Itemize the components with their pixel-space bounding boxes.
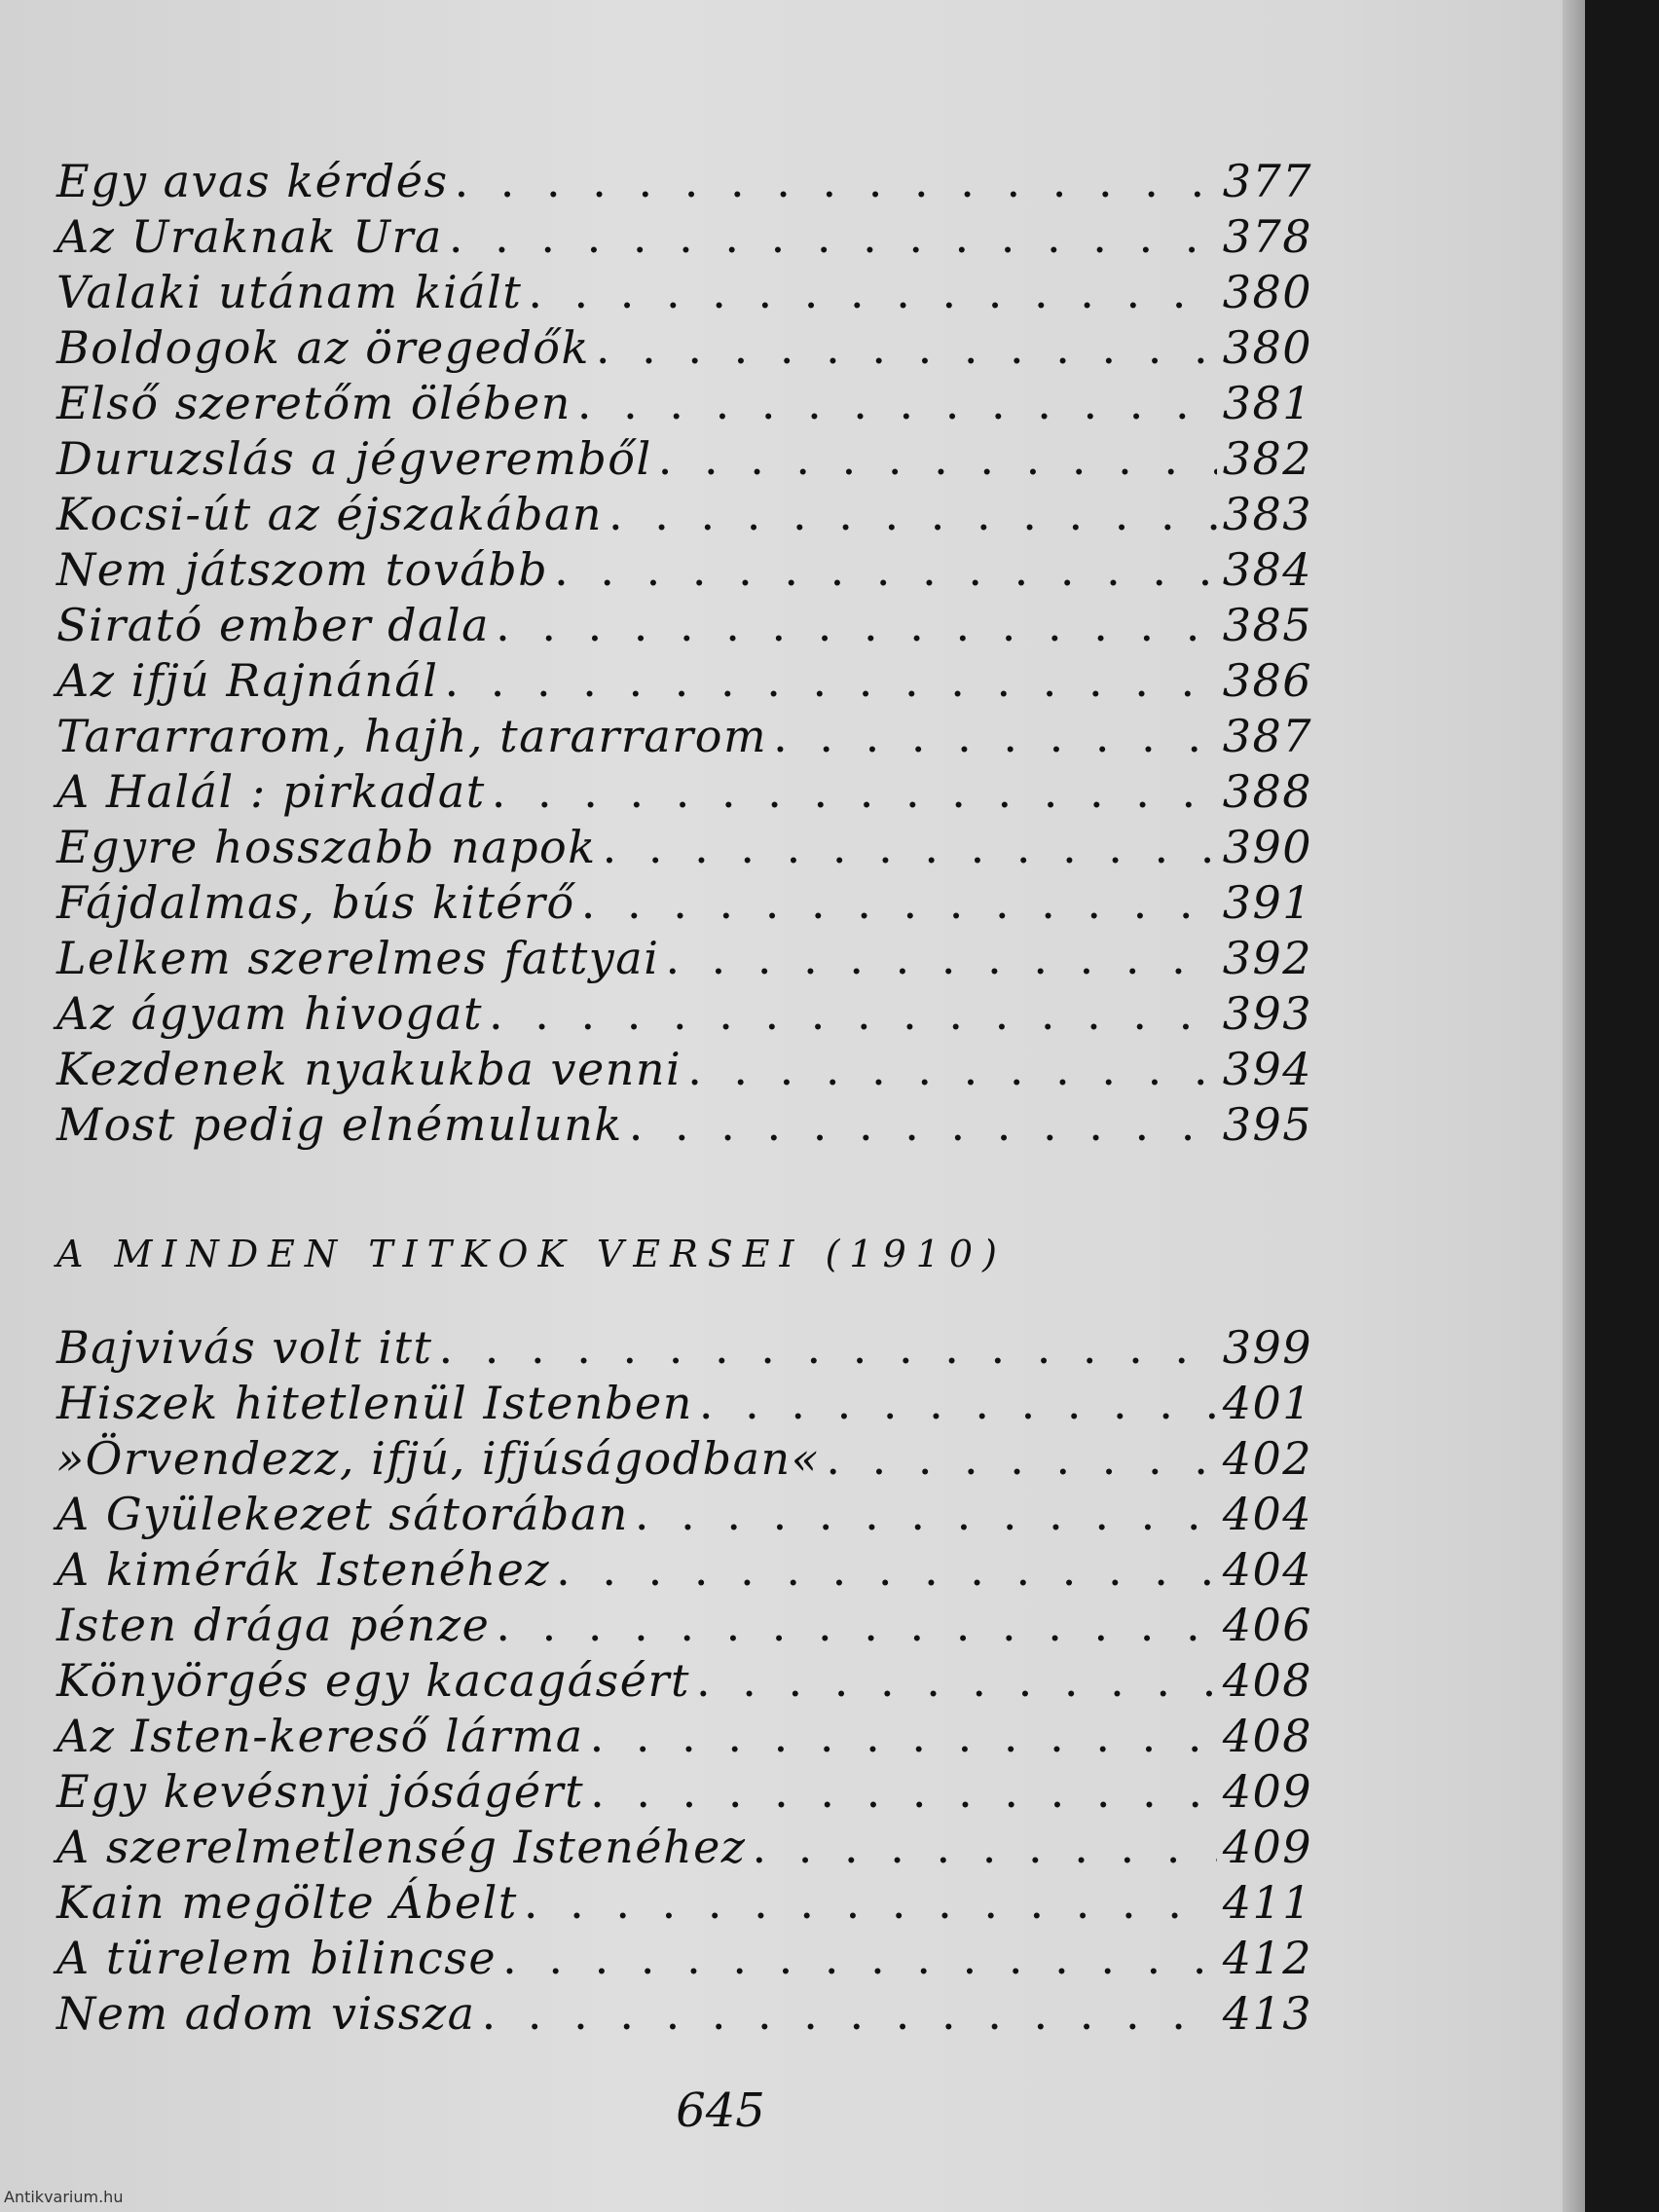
dot-leader xyxy=(439,1320,1217,1376)
toc-entry-page: 402 xyxy=(1222,1432,1312,1485)
toc-entry-title: A Gyülekezet sátorában xyxy=(56,1488,629,1540)
toc-entry-title: Nem játszom tovább xyxy=(56,543,549,596)
dot-leader xyxy=(699,1376,1217,1431)
toc-entry-title: Boldogok az öregedők xyxy=(56,321,590,374)
toc-entry xyxy=(56,1764,1312,1820)
toc-entry xyxy=(56,598,1312,653)
dot-leader xyxy=(696,1653,1217,1709)
toc-entry xyxy=(56,1653,1312,1709)
toc-entry-title: Lelkem szerelmes fattyai xyxy=(56,932,660,984)
toc-entry-page: 406 xyxy=(1222,1599,1312,1651)
toc-entry-page: 384 xyxy=(1222,543,1312,596)
toc-entry-title: Hiszek hitetlenül Istenben xyxy=(56,1377,693,1429)
toc-entry-page: 385 xyxy=(1222,599,1312,651)
toc-entry-title: Könyörgés egy kacagásért xyxy=(56,1654,690,1707)
dot-leader xyxy=(590,1709,1217,1764)
toc-entry-page: 382 xyxy=(1222,432,1312,485)
dot-leader xyxy=(581,875,1217,931)
toc-entry-page: 411 xyxy=(1222,1876,1312,1929)
dot-leader xyxy=(502,1931,1217,1986)
toc-entry-title: »Örvendezz, ifjú, ifjúságodban« xyxy=(56,1432,821,1485)
dot-leader xyxy=(577,376,1217,431)
section-heading: A MINDEN TITKOK VERSEI (1910) xyxy=(56,1233,1007,1275)
dot-leader xyxy=(554,542,1217,598)
toc-entry xyxy=(56,1320,1312,1376)
toc-entry-title: Kain megölte Ábelt xyxy=(56,1876,518,1929)
toc-entry xyxy=(56,320,1312,376)
toc-list-2 xyxy=(56,1320,1312,2042)
toc-entry-page: 380 xyxy=(1222,266,1312,318)
toc-entry-title: Fájdalmas, bús kitérő xyxy=(56,876,575,929)
toc-entry xyxy=(56,653,1312,709)
toc-list-1 xyxy=(56,154,1312,1153)
toc-entry-page: 386 xyxy=(1222,654,1312,707)
toc-entry xyxy=(56,1598,1312,1653)
toc-entry-page: 401 xyxy=(1222,1377,1312,1429)
toc-entry-page: 391 xyxy=(1222,876,1312,929)
toc-entry-page: 380 xyxy=(1222,321,1312,374)
toc-entry-page: 399 xyxy=(1222,1321,1312,1374)
toc-entry-title: Első szeretőm ölében xyxy=(56,377,571,429)
watermark: Antikvarium.hu xyxy=(4,2188,124,2206)
page-number: 645 xyxy=(676,2083,765,2138)
toc-entry-title: Kocsi-út az éjszakában xyxy=(56,488,604,540)
toc-entry xyxy=(56,1931,1312,1986)
toc-entry-title: Az Isten-kereső lárma xyxy=(56,1710,584,1762)
toc-entry xyxy=(56,265,1312,320)
toc-entry xyxy=(56,1042,1312,1097)
dot-leader xyxy=(773,709,1217,764)
toc-entry-page: 408 xyxy=(1222,1710,1312,1762)
toc-entry-page: 413 xyxy=(1222,1987,1312,2040)
dot-leader xyxy=(482,1986,1217,2042)
dot-leader xyxy=(496,1598,1216,1653)
toc-entry-title: Tararrarom, hajh, tararrarom xyxy=(56,710,768,762)
toc-entry-page: 393 xyxy=(1222,987,1312,1040)
toc-entry-title: Nem adom vissza xyxy=(56,1987,476,2040)
toc-entry-title: Egy kevésnyi jóságért xyxy=(56,1765,585,1818)
toc-entry xyxy=(56,376,1312,431)
toc-entry xyxy=(56,931,1312,986)
toc-entry xyxy=(56,431,1312,487)
toc-entry-page: 378 xyxy=(1222,210,1312,263)
toc-entry-title: Egy avas kérdés xyxy=(56,155,449,207)
toc-entry-page: 412 xyxy=(1222,1932,1312,1984)
dot-leader xyxy=(556,1542,1217,1598)
book-cover-edge xyxy=(1585,0,1659,2212)
toc-entry xyxy=(56,487,1312,542)
toc-entry-title: Sirató ember dala xyxy=(56,599,491,651)
book-spine xyxy=(1563,0,1585,2212)
toc-entry-page: 387 xyxy=(1222,710,1312,762)
toc-entry xyxy=(56,1542,1312,1598)
toc-entry xyxy=(56,1875,1312,1931)
toc-entry-page: 377 xyxy=(1222,155,1312,207)
toc-entry xyxy=(56,764,1312,820)
dot-leader xyxy=(665,931,1216,986)
dot-leader xyxy=(596,320,1217,376)
toc-entry-page: 381 xyxy=(1222,377,1312,429)
toc-entry-page: 404 xyxy=(1222,1488,1312,1540)
toc-entry-title: A türelem bilincse xyxy=(56,1932,498,1984)
toc-entry-page: 395 xyxy=(1222,1098,1312,1151)
toc-entry-page: 409 xyxy=(1222,1821,1312,1873)
toc-entry-page: 394 xyxy=(1222,1043,1312,1095)
dot-leader xyxy=(658,431,1217,487)
toc-entry-title: Isten drága pénze xyxy=(56,1599,491,1651)
toc-entry-title: A Halál : pirkadat xyxy=(56,765,486,818)
dot-leader xyxy=(687,1042,1217,1097)
dot-leader xyxy=(826,1431,1216,1487)
toc-entry xyxy=(56,209,1312,265)
toc-entry-page: 409 xyxy=(1222,1765,1312,1818)
toc-entry xyxy=(56,1376,1312,1431)
dot-leader xyxy=(608,487,1217,542)
toc-entry-title: Duruzslás a jégveremből xyxy=(56,432,652,485)
toc-entry-page: 390 xyxy=(1222,821,1312,873)
toc-entry xyxy=(56,1986,1312,2042)
toc-entry-title: Az ágyam hivogat xyxy=(56,987,483,1040)
toc-entry-title: A kimérák Istenéhez xyxy=(56,1543,551,1596)
toc-entry xyxy=(56,986,1312,1042)
toc-entry xyxy=(56,1487,1312,1542)
toc-entry xyxy=(56,154,1312,209)
dot-leader xyxy=(492,764,1217,820)
dot-leader xyxy=(445,653,1217,709)
toc-entry-page: 392 xyxy=(1222,932,1312,984)
toc-entry-title: Most pedig elnémulunk xyxy=(56,1098,623,1151)
toc-entry-page: 388 xyxy=(1222,765,1312,818)
toc-entry-title: Kezdenek nyakukba venni xyxy=(56,1043,682,1095)
dot-leader xyxy=(753,1820,1217,1875)
toc-entry xyxy=(56,1820,1312,1875)
toc-entry-page: 404 xyxy=(1222,1543,1312,1596)
dot-leader xyxy=(590,1764,1217,1820)
toc-entry-title: Egyre hosszabb napok xyxy=(56,821,597,873)
toc-entry-page: 383 xyxy=(1222,488,1312,540)
toc-entry xyxy=(56,875,1312,931)
dot-leader xyxy=(524,1875,1217,1931)
toc-entry xyxy=(56,820,1312,875)
toc-entry-title: Az ifjú Rajnánál xyxy=(56,654,439,707)
toc-entry-title: Valaki utánam kiált xyxy=(56,266,523,318)
toc-entry xyxy=(56,709,1312,764)
dot-leader xyxy=(603,820,1217,875)
toc-entry-page: 408 xyxy=(1222,1654,1312,1707)
dot-leader xyxy=(455,154,1217,209)
toc-entry xyxy=(56,1097,1312,1153)
toc-entry xyxy=(56,1431,1312,1487)
toc-entry-title: A szerelmetlenség Istenéhez xyxy=(56,1821,747,1873)
dot-leader xyxy=(496,598,1217,653)
dot-leader xyxy=(635,1487,1217,1542)
dot-leader xyxy=(528,265,1216,320)
toc-entry-title: Bajvivás volt itt xyxy=(56,1321,433,1374)
toc-entry xyxy=(56,542,1312,598)
dot-leader xyxy=(449,209,1217,265)
dot-leader xyxy=(629,1097,1217,1153)
toc-entry-title: Az Uraknak Ura xyxy=(56,210,443,263)
toc-entry xyxy=(56,1709,1312,1764)
dot-leader xyxy=(489,986,1217,1042)
